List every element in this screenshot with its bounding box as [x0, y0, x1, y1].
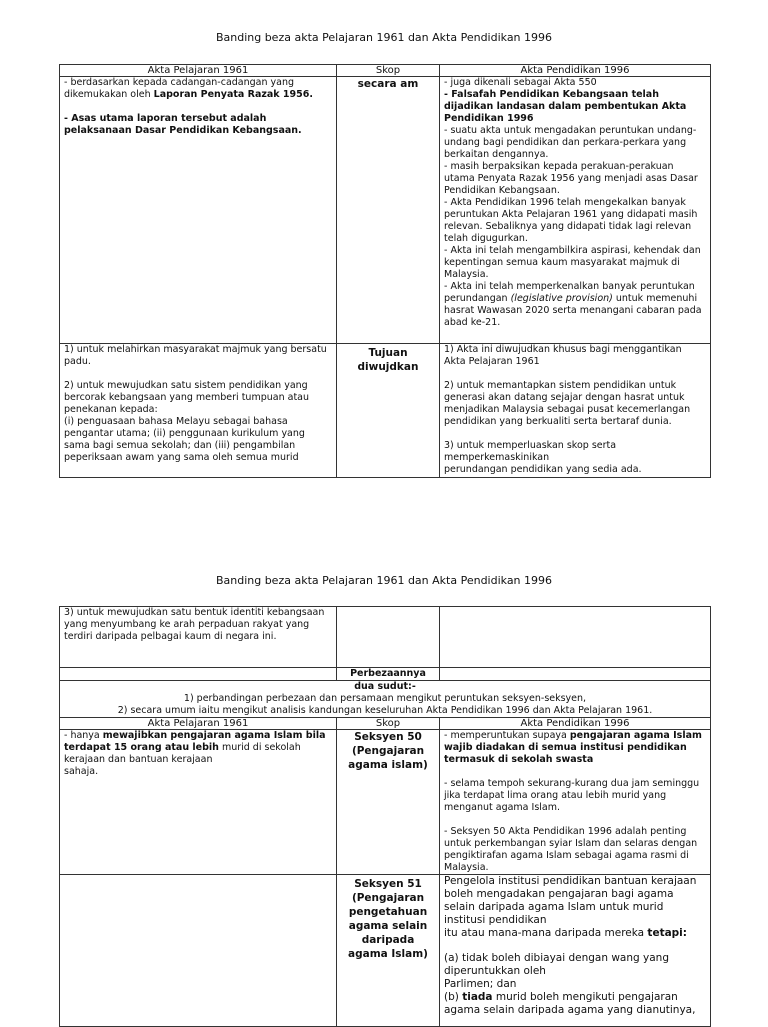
cell-secara-am-right: - juga dikenali sebagai Akta 550 - Falsafah Pendidikan Kebangsaan telah dijadikan landasan dalam pembentukan Akta Pendidikan 1996 - suatu akta untuk mengadakan peruntukan undang-undang bagi pendidikan dan perkara-perkara yang berkaitan dengannya. - masih berpaksikan kepada perakuan-perakuan utama Penyata Razak 1956 yang menjadi asas Dasar Pendidikan Kebangsaan. - Akta Pendidikan 1996 telah mengekalkan banyak peruntukan Akta Pelajaran 1961 yang didapati masih relevan. Sebaliknya yang didapati tidak lagi relevan telah digugurkan. - Akta ini telah mengambilkira aspirasi, kehendak dan kepentingan semua kaum masyarakat majmuk di Malaysia. - Akta ini telah memperkenalkan banyak peruntukan perundangan (legislative provision) untuk memenuhi hasrat Wawasan 2020 serta menangani cabaran pada abad ke-21. [440, 77, 711, 344]
cell-seksyen50-right: - memperuntukan supaya pengajaran agama Islam wajib diadakan di semua institusi pendidikan termasuk di sekolah swasta - selama tempoh sekurang-kurang dua jam seminggu jika terdapat lima orang atau lebih murid yang menganut agama Islam. - Seksyen 50 Akta Pendidikan 1996 adalah penting untuk perkembangan syiar Islam dan selaras dengan pengiktirafan agama Islam sebagai agama rasmi di Malaysia. [440, 730, 711, 875]
comparison-table-2 [59, 606, 711, 1027]
cell-perbezaan-right [440, 668, 711, 681]
perbezaan-label: Perbezaannya [337, 668, 440, 681]
header-akta-pelajaran: Akta Pelajaran 1961 [60, 65, 337, 77]
dua-sudut-point-1: 1) perbandingan perbezaan dan persamaan mengikut peruntukan seksyen-seksyen, [183, 693, 587, 704]
cell-identiti-right [440, 607, 711, 668]
cell-seksyen50-left: - hanya mewajibkan pengajaran agama Islam bila terdapat 15 orang atau lebih murid di sekolah kerajaan dan bantuan kerajaan sahaja. [60, 730, 337, 875]
header-akta-pelajaran-2: Akta Pelajaran 1961 [60, 718, 337, 730]
header-akta-pendidikan-2: Akta Pendidikan 1996 [440, 718, 711, 730]
cell-secara-am-left: - berdasarkan kepada cadangan-cadangan yang dikemukakan oleh Laporan Penyata Razak 1956. - Asas utama laporan tersebut adalah pelaksanaan Dasar Pendidikan Kebangsaan. [60, 77, 337, 344]
scope-secara-am: secara am [337, 77, 440, 344]
scope-tujuan: Tujuan diwujdkan [337, 344, 440, 478]
cell-identiti-left: 3) untuk mewujudkan satu bentuk identiti kebangsaan yang menyumbang ke arah perpaduan rakyat yang terdiri daripada pelbagai kaum di negara ini. [60, 607, 337, 668]
cell-seksyen51-left [60, 875, 337, 1027]
header-akta-pendidikan: Akta Pendidikan 1996 [440, 65, 711, 77]
dua-sudut-row [60, 681, 711, 718]
page-title: Banding beza akta Pelajaran 1961 dan Akta Pendidikan 1996 [215, 31, 553, 44]
dua-sudut-point-2: 2) secara umum iaitu mengikut analisis kandungan keseluruhan Akta Pendidikan 1996 dan Akta Pelajaran 1961. [117, 705, 653, 716]
header-skop: Skop [337, 65, 440, 77]
cell-tujuan-right: 1) Akta ini diwujudkan khusus bagi menggantikan Akta Pelajaran 1961 2) untuk memantapkan sistem pendidikan untuk generasi akan datang sejajar dengan hasrat untuk menjadikan Malaysia sebagai pusat kecemerlangan pendidikan yang berkualiti serta bertaraf dunia. 3) untuk memperluaskan skop serta memperkemaskinikan perundangan pendidikan yang sedia ada. [440, 344, 711, 478]
comparison-table-1 [59, 64, 711, 478]
cell-identiti-mid [337, 607, 440, 668]
scope-seksyen-50: Seksyen 50 (Pengajaran agama islam) [337, 730, 440, 875]
scope-seksyen-51: Seksyen 51 (Pengajaran pengetahuan agama selain daripada agama Islam) [337, 875, 440, 1027]
cell-seksyen51-right: Pengelola institusi pendidikan bantuan kerajaan boleh mengadakan pengajaran bagi agama selain daripada agama Islam untuk murid institusi pendidikan itu atau mana-mana daripada mereka tetapi: (a) tidak boleh dibiayai dengan wang yang diperuntukkan oleh Parlimen; dan (b) tiada murid boleh mengikuti pengajaran agama selain daripada agama yang dianutinya, [440, 875, 711, 1027]
header-skop-2: Skop [337, 718, 440, 730]
dua-sudut-label: dua sudut:- [354, 681, 416, 692]
page-title-2: Banding beza akta Pelajaran 1961 dan Akta Pendidikan 1996 [215, 574, 553, 587]
cell-perbezaan-left [60, 668, 337, 681]
cell-tujuan-left: 1) untuk melahirkan masyarakat majmuk yang bersatu padu. 2) untuk mewujudkan satu sistem pendidikan yang bercorak kebangsaan yang memberi tumpuan atau penekanan kepada: (i) penguasaan bahasa Melayu sebagai bahasa pengantar utama; (ii) penggunaan kurikulum yang sama bagi semua sekolah; dan (iii) pengambilan peperiksaan awam yang sama oleh semua murid [60, 344, 337, 478]
